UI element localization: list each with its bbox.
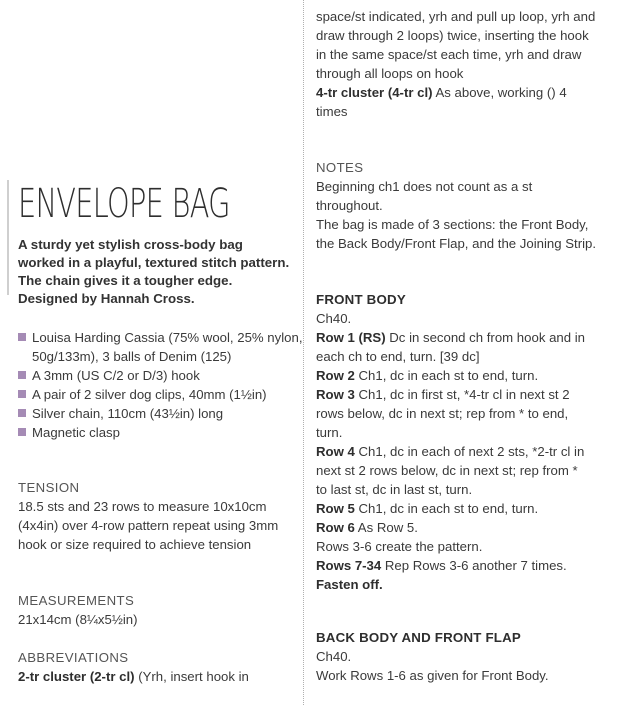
tension-section — [18, 478, 288, 554]
front-body-row: Row 3 Ch1, dc in first st, *4-tr cl in next st 2 rows below, dc in next st; rep from * to end, turn. — [316, 387, 570, 440]
abbreviations-heading: ABBREVIATIONS — [18, 650, 129, 665]
front-body-row: Row 4 Ch1, dc in each of next 2 sts, *2-tr cl in next st 2 rows below, dc in next st; rep from * to last st, dc in last st, turn. — [316, 444, 585, 497]
back-body-section — [316, 628, 601, 685]
notes-line-2: The bag is made of 3 sections: the Front Body, the Back Body/Front Flap, and the Joining Strip. — [316, 217, 597, 251]
square-bullet-icon — [18, 390, 26, 398]
cluster-4tr: 4-tr cluster (4-tr cl) As above, working () 4 times — [316, 85, 567, 119]
front-body-row: Row 5 Ch1, dc in each st to end, turn. — [316, 501, 539, 516]
cluster-2tr-continued: space/st indicated, yrh and pull up loop, yrh and draw through 2 loops) twice, inserting the hook in the same space/st each time, yrh and draw through all loops on hook — [316, 9, 596, 81]
pattern-intro: A sturdy yet stylish cross-body bag worked in a playful, textured stitch pattern. The chain gives it a tougher edge. Designed by Hannah Cross. — [18, 237, 290, 306]
square-bullet-icon — [18, 371, 26, 379]
list-item: A pair of 2 silver dog clips, 40mm (1½in) — [18, 385, 303, 404]
materials-list — [18, 328, 303, 442]
back-body-text: Work Rows 1-6 as given for Front Body. — [316, 668, 549, 683]
front-body-pattern-note: Rows 3-6 create the pattern. — [316, 539, 483, 554]
list-item: Silver chain, 110cm (43½in) long — [18, 404, 303, 423]
measurements-text: 21x14cm (8¼x5½in) — [18, 612, 138, 627]
list-item: A 3mm (US C/2 or D/3) hook — [18, 366, 303, 385]
notes-section — [316, 158, 601, 253]
list-item: Magnetic clasp — [18, 423, 303, 442]
abbreviations-continued — [316, 7, 601, 121]
front-body-section — [316, 290, 586, 594]
front-body-rows-7-34: Rows 7-34 Rep Rows 3-6 another 7 times. Fasten off. — [316, 558, 567, 592]
abbreviations-section — [18, 648, 303, 686]
square-bullet-icon — [18, 409, 26, 417]
cluster-2tr-start: 2-tr cluster (2-tr cl) (Yrh, insert hook in — [18, 669, 249, 684]
back-body-heading: BACK BODY AND FRONT FLAP — [316, 630, 521, 645]
list-item: Louisa Harding Cassia (75% wool, 25% nylon, 50g/133m), 3 balls of Denim (125) — [18, 328, 303, 366]
tension-text: 18.5 sts and 23 rows to measure 10x10cm (4x4in) over 4-row pattern repeat using 3mm hook or size required to achieve tension — [18, 499, 279, 552]
front-body-row: Row 2 Ch1, dc in each st to end, turn. — [316, 368, 539, 383]
square-bullet-icon — [18, 428, 26, 436]
measurements-heading: MEASUREMENTS — [18, 593, 135, 608]
column-divider — [303, 0, 304, 705]
square-bullet-icon — [18, 333, 26, 341]
tension-heading: TENSION — [18, 480, 80, 495]
front-body-heading: FRONT BODY — [316, 292, 406, 307]
front-body-row: Row 1 (RS) Dc in second ch from hook and in each ch to end, turn. [39 dc] — [316, 330, 586, 364]
title-accent-bar — [7, 180, 9, 295]
pattern-title: ENVELOPE BAG — [18, 181, 230, 227]
notes-heading: NOTES — [316, 160, 364, 175]
front-body-chain: Ch40. — [316, 311, 352, 326]
notes-line-1: Beginning ch1 does not count as a st throughout. — [316, 179, 533, 213]
front-body-row: Row 6 As Row 5. — [316, 520, 418, 535]
measurements-section — [18, 591, 288, 629]
back-body-chain: Ch40. — [316, 649, 352, 664]
